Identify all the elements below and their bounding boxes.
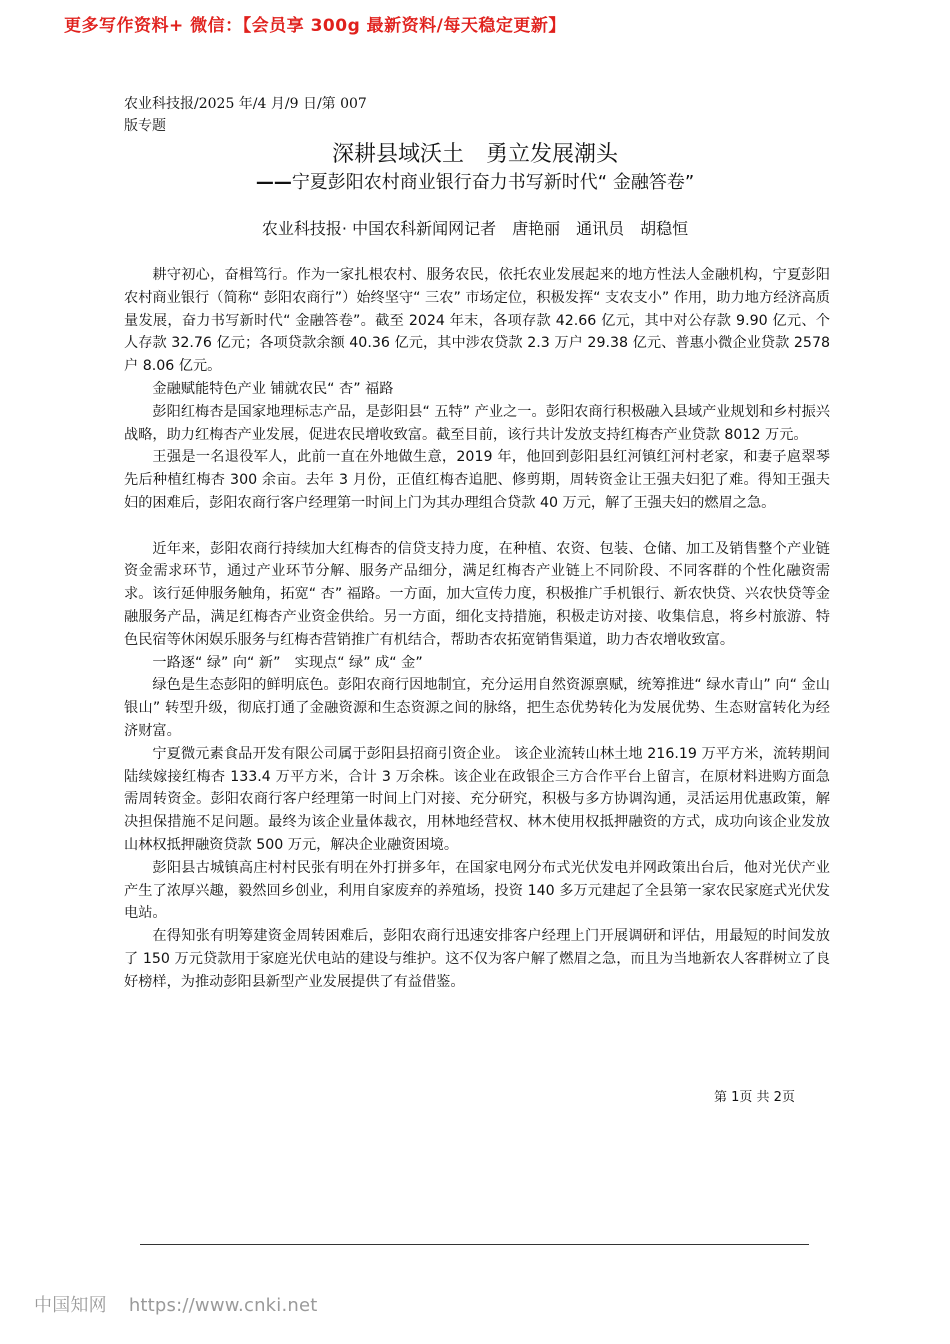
paragraph-intro: 耕守初心，奋楫笃行。作为一家扎根农村、服务农民，依托农业发展起来的地方性法人金融机构，宁夏彭阳农村商业银行（简称“ 彭阳农商行”）始终坚守“ 三农” 市场定位，积极发挥“ 支农支小” 作用，助力地方经济高质量发展，奋力书写新时代“ 金融答卷”。截至 2024 年末，各项存款 42.66 亿元，其中对公存款 9.90 亿元、个人存款 32.76 亿元；各项贷款余额 40.36 亿元，其中涉农贷款 2.3 万户 29.38 亿元、普惠小微企业贷款 2578 户 8.06 亿元。 xyxy=(124,267,830,375)
page-number: 第 1页 共 2页 xyxy=(714,1090,795,1105)
article-title: 深耕县域沃土 勇立发展潮头 xyxy=(331,142,618,167)
article-body xyxy=(124,264,830,994)
article-subtitle xyxy=(0,170,950,196)
paragraph: 彭阳县古城镇高庄村村民张有明在外打拼多年，在国家电网分布式光伏发电并网政策出台后，他对光伏产业产生了浓厚兴趣，毅然回乡创业，利用自家废弃的养殖场，投资 140 多万元建起了全县第一家农民家庭式光伏发电站。 xyxy=(124,859,830,922)
subtitle-text: 宁夏彭阳农村商业银行奋力书写新时代“ 金融答卷” xyxy=(291,172,695,193)
footer-divider xyxy=(140,1244,809,1245)
publication-info-continued: 版专题 xyxy=(124,118,166,134)
section-heading-apricot: 金融赋能特色产业 铺就农民“ 杏” 福路 xyxy=(152,380,394,397)
watermark-url: https://www.cnki.net xyxy=(128,1295,318,1316)
paragraph: 宁夏微元素食品开发有限公司属于彭阳县招商引资企业。 该企业流转山林土地 216.19 万平方米，流转期间陆续嫁接红梅杏 133.4 万平方米，合计 3 万余株。该企业在政银企三方合作平台上留言，在原材料进购方面急需周转资金。彭阳农商行客户经理第一时间上门对接、充分研究，积极与多方协调沟通，灵活运用优惠政策，解决担保措施不足问题。最终为该企业量体裁衣，用林地经营权、林木使用权抵押融资的方式，成功向该企业发放山林权抵押融资贷款 500 万元，解决企业融资困境。 xyxy=(124,745,830,853)
article-byline: 农业科技报· 中国农科新闻网记者 唐艳丽 通讯员 胡稳恒 xyxy=(261,219,689,238)
paragraph: 近年来，彭阳农商行持续加大红梅杏的信贷支持力度，在种植、农资、包装、仓储、加工及销售整个产业链资金需求环节，通过产业环节分解、服务产品细分，满足红梅杏产业链上不同阶段、不同客群的个性化融资需求。该行延伸服务触角，拓宽“ 杏” 福路。一方面，加大宣传力度，积极推广手机银行、新农快贷、兴农快贷等金融服务产品，满足红梅杏产业资金供给。另一方面，细化支持措施，积极走访对接、收集信息，将乡村旅游、特色民宿等休闲娱乐服务与红梅杏营销推广有机结合，帮助杏农拓宽销售渠道，助力杏农增收致富。 xyxy=(124,540,830,648)
publication-info: 农业科技报/2025 年/4 月/9 日/第 007 xyxy=(124,96,367,112)
cnki-watermark xyxy=(34,1294,318,1318)
blank-line xyxy=(124,515,830,538)
paragraph: 绿色是生态彭阳的鲜明底色。彭阳农商行因地制宜，充分运用自然资源禀赋，统筹推进“ 绿水青山” 向“ 金山银山” 转型升级，彻底打通了金融资源和生态资源之间的脉络，把生态优势转化为发展优势、生态财富转化为经济财富。 xyxy=(124,677,830,739)
paragraph: 彭阳红梅杏是国家地理标志产品，是彭阳县“ 五特” 产业之一。彭阳农商行积极融入县域产业规划和乡村振兴战略，助力红梅杏产业发展，促进农民增收致富。截至目前，该行共计发放支持红梅杏产业贷款 8012 万元。 xyxy=(124,403,830,443)
section-heading-green: 一路逐“ 绿” 向“ 新” 实现点“ 绿” 成“ 金” xyxy=(152,654,423,671)
paragraph: 王强是一名退役军人，此前一直在外地做生意，2019 年，他回到彭阳县红河镇红河村老家，和妻子扈翠琴先后种植红梅杏 300 余亩。去年 3 月份，正值红梅杏追肥、修剪期，周转资金让王强夫妇犯了难。得知王强夫妇的困难后，彭阳农商行客户经理第一时间上门为其办理组合贷款 40 万元，解了王强夫妇的燃眉之急。 xyxy=(124,449,830,511)
paragraph: 在得知张有明筹建资金周转困难后，彭阳农商行迅速安排客户经理上门开展调研和评估，用最短的时间发放了 150 万元贷款用于家庭光伏电站的建设与维护。这不仅为客户解了燃眉之急，而且为当地新农人客群树立了良好榜样，为推动彭阳县新型产业发展提供了有益借鉴。 xyxy=(124,928,830,990)
promo-banner: 更多写作资料+ 微信：【会员享 300g 最新资料/每天稳定更新】 xyxy=(64,16,566,36)
subtitle-dash: —— xyxy=(255,172,292,193)
watermark-logo: 中国知网 xyxy=(34,1295,107,1316)
